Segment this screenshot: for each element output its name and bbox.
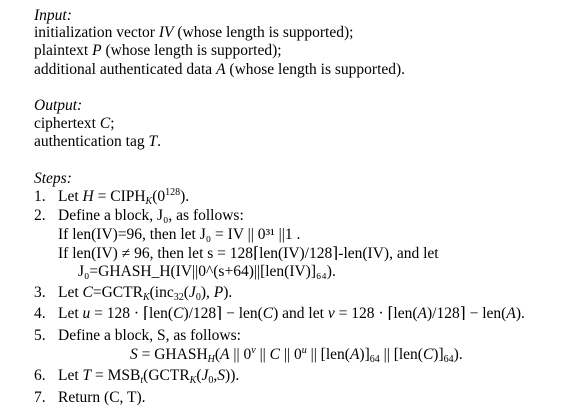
step-6 bbox=[34, 367, 239, 385]
step-7 bbox=[34, 389, 146, 407]
input-iv-post: (whose length is supported); bbox=[173, 24, 354, 41]
step-5-formula: $S = GHASH_H(A$ || 0$^v$ || C || 0$^u$ || $[len(A)]_{64}$ || $[len(C)]_{64}$). bbox=[130, 345, 463, 365]
input-aad-var: A bbox=[216, 61, 226, 78]
step-2-else-formula: J₀=GHASH_H(IV||0^(s+64)||[len(IV)]₆₄). bbox=[78, 263, 336, 280]
input-heading: Input: bbox=[34, 7, 72, 24]
output-tag-pre: authentication tag bbox=[34, 133, 149, 150]
step-7-text: Return (C, T). bbox=[58, 389, 146, 406]
step-4-formula: Let u = 128 · ⌈len(C)/128⌉ − len(C) and let v = 128 · ⌈len(A)/128⌉ − len(A). bbox=[58, 305, 525, 322]
input-plaintext-post: (whose length is supported); bbox=[101, 42, 282, 59]
input-plaintext-line bbox=[34, 42, 282, 60]
step-4-number: 4. bbox=[34, 305, 46, 322]
output-ciphertext-post: ; bbox=[110, 115, 115, 132]
steps-heading: Steps: bbox=[34, 170, 72, 187]
output-ciphertext-pre: ciphertext bbox=[34, 115, 100, 132]
input-aad-post: (whose length is supported). bbox=[225, 61, 406, 78]
step-2-if96: If len(IV)=96, then let J₀ = IV || 0³¹ ||1 . bbox=[58, 226, 301, 243]
output-tag-line bbox=[34, 133, 161, 151]
step-3 bbox=[34, 284, 232, 302]
input-iv-pre: initialization vector bbox=[34, 24, 159, 41]
input-aad-pre: additional authenticated data bbox=[34, 61, 217, 78]
output-tag-var: T bbox=[148, 133, 158, 150]
output-ciphertext-line bbox=[34, 115, 115, 133]
step-3-formula: Let $C=GCTR_K(inc_{32}(J_0)$, P). bbox=[58, 284, 233, 303]
input-iv-var: IV bbox=[158, 24, 174, 41]
input-plaintext-pre: plaintext bbox=[34, 42, 93, 59]
step-2-else: If len(IV) ≠ 96, then let s = 128⌈len(IV)/128⌉-len(IV), and let bbox=[58, 245, 439, 262]
step-3-number: 3. bbox=[34, 284, 46, 301]
step-2 bbox=[34, 207, 244, 225]
output-ciphertext-var: C bbox=[99, 115, 111, 132]
step-5 bbox=[34, 327, 241, 345]
input-plaintext-var: P bbox=[92, 42, 102, 59]
step-7-number: 7. bbox=[34, 389, 46, 406]
step-4 bbox=[34, 305, 525, 323]
output-tag-post: . bbox=[157, 133, 161, 150]
step-1 bbox=[34, 188, 189, 206]
step-5-number: 5. bbox=[34, 327, 46, 344]
step-6-formula: Let $T = MSB_t(GCTR_K(J_0,S))$. bbox=[58, 367, 240, 386]
step-1-number: 1. bbox=[34, 188, 46, 205]
step-5-text: Define a block, S, as follows: bbox=[58, 327, 241, 344]
output-heading: Output: bbox=[34, 97, 83, 114]
input-aad-line bbox=[34, 61, 405, 79]
step-2-text: Define a block, J₀, as follows: bbox=[58, 207, 244, 224]
step-1-formula: Let $H = CIPH_K(0^{128})$. bbox=[58, 187, 190, 207]
input-iv-line bbox=[34, 24, 353, 42]
step-2-number: 2. bbox=[34, 207, 46, 224]
step-6-number: 6. bbox=[34, 367, 46, 384]
